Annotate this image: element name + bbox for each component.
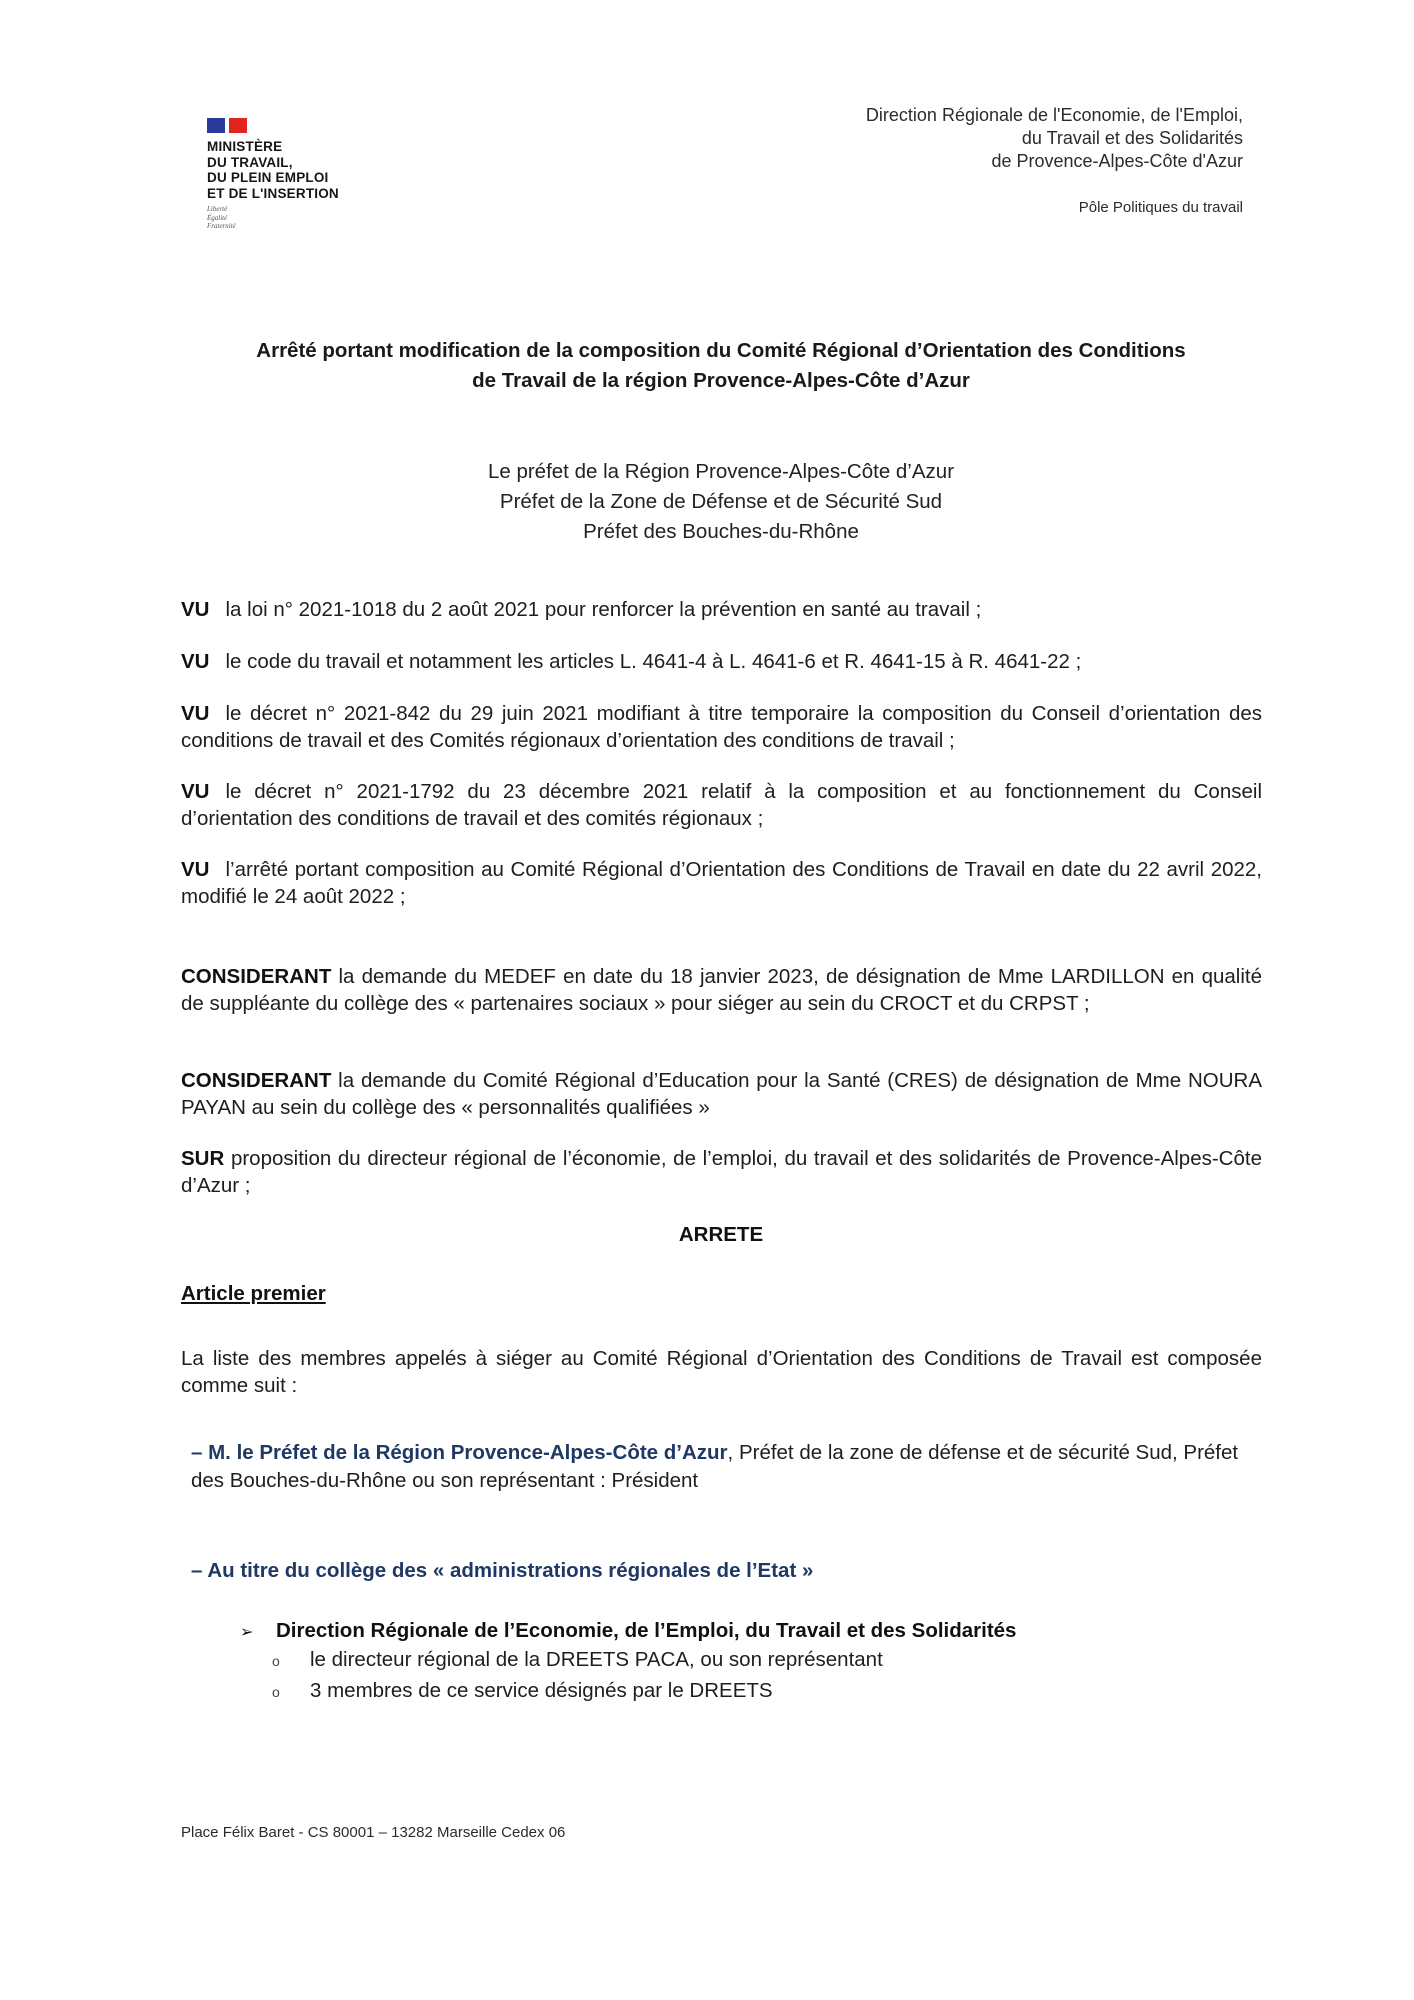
considerant-paragraph: CONSIDERANT la demande du MEDEF en date du 18 janvier 2023, de désignation de Mme LARDILLON en qualité de suppléante du collège des « partenaires sociaux » pour siéger au sein du CROCT et du CRPST ; <box>181 965 1262 1015</box>
article-heading: Article premier <box>181 1282 326 1305</box>
french-flag-icon <box>207 118 247 133</box>
article-intro: La liste des membres appelés à siéger au Comité Régional d’Orientation des Conditions de Travail est composée comme suit : <box>181 1347 1262 1397</box>
department-name: Pôle Politiques du travail <box>1078 199 1243 216</box>
decree-heading: ARRETE <box>678 1223 764 1246</box>
republic-motto: Liberté Égalité Fraternité <box>207 205 236 230</box>
circle-bullet-icon: o <box>272 1684 280 1700</box>
list-item: o le directeur régional de la DREETS PACA, ou son représentant <box>272 1645 883 1676</box>
vu-paragraph: VU le décret n° 2021-1792 du 23 décembre 2021 relatif à la composition et au fonctionnement du Conseil d’orientation des conditions de travail et des comités régionaux ; <box>181 780 1262 830</box>
vu-paragraph: VU le code du travail et notamment les articles L. 4641-4 à L. 4641-6 et R. 4641-15 à R. 4641-22 ; <box>181 650 1082 673</box>
considerant-paragraph: CONSIDERANT la demande du Comité Régional d’Education pour la Santé (CRES) de désignation de Mme NOURA PAYAN au sein du collège des « personnalités qualifiées » <box>181 1069 1263 1119</box>
vu-paragraph: VU le décret n° 2021-842 du 29 juin 2021 modifiant à titre temporaire la composition du Conseil d’orientation des conditions de travail et des Comités régionaux d’orientation des conditions de travail ; <box>181 702 1262 752</box>
ministry-logo <box>207 118 377 231</box>
college-heading: – Au titre du collège des « administrations régionales de l’Etat » <box>191 1559 814 1582</box>
ministry-name: MINISTÈRE DU TRAVAIL, DU PLEIN EMPLOI ET DE L'INSERTION <box>207 139 339 201</box>
circle-bullet-icon: o <box>272 1653 280 1669</box>
issuing-direction: Direction Régionale de l'Economie, de l'Emploi, du Travail et des Solidarités de Provence-Alpes-Côte d'Azur <box>865 105 1243 171</box>
subsection-title: ➢ Direction Régionale de l’Economie, de l’Emploi, du Travail et des Solidarités <box>240 1616 1016 1647</box>
sur-paragraph: SUR proposition du directeur régional de l’économie, de l’emploi, du travail et des solidarités de Provence-Alpes-Côte d’Azur ; <box>181 1147 1262 1197</box>
vu-paragraph: VU la loi n° 2021-1018 du 2 août 2021 pour renforcer la prévention en santé au travail ; <box>181 598 982 621</box>
subsection-bullets <box>272 1645 883 1707</box>
document-title: Arrêté portant modification de la composition du Comité Régional d’Orientation des Conditions de Travail de la région Provence-Alpes-Côte d’Azur <box>256 339 1186 392</box>
footer-address: Place Félix Baret - CS 80001 – 13282 Marseille Cedex 06 <box>181 1824 566 1841</box>
list-item: o 3 membres de ce service désignés par le DREETS <box>272 1676 883 1707</box>
arrow-bullet-icon: ➢ <box>240 1624 254 1641</box>
president-entry: – M. le Préfet de la Région Provence-Alpes-Côte d’Azur, Préfet de la zone de défense et de sécurité Sud, Préfet des Bouches-du-Rhône ou son représentant : Président <box>191 1441 1239 1492</box>
prefet-block: Le préfet de la Région Provence-Alpes-Côte d’Azur Préfet de la Zone de Défense et de Sécurité Sud Préfet des Bouches-du-Rhône <box>487 460 955 543</box>
vu-paragraph: VU l’arrêté portant composition au Comité Régional d’Orientation des Conditions de Travail en date du 22 avril 2022, modifié le 24 août 2022 ; <box>181 858 1262 908</box>
